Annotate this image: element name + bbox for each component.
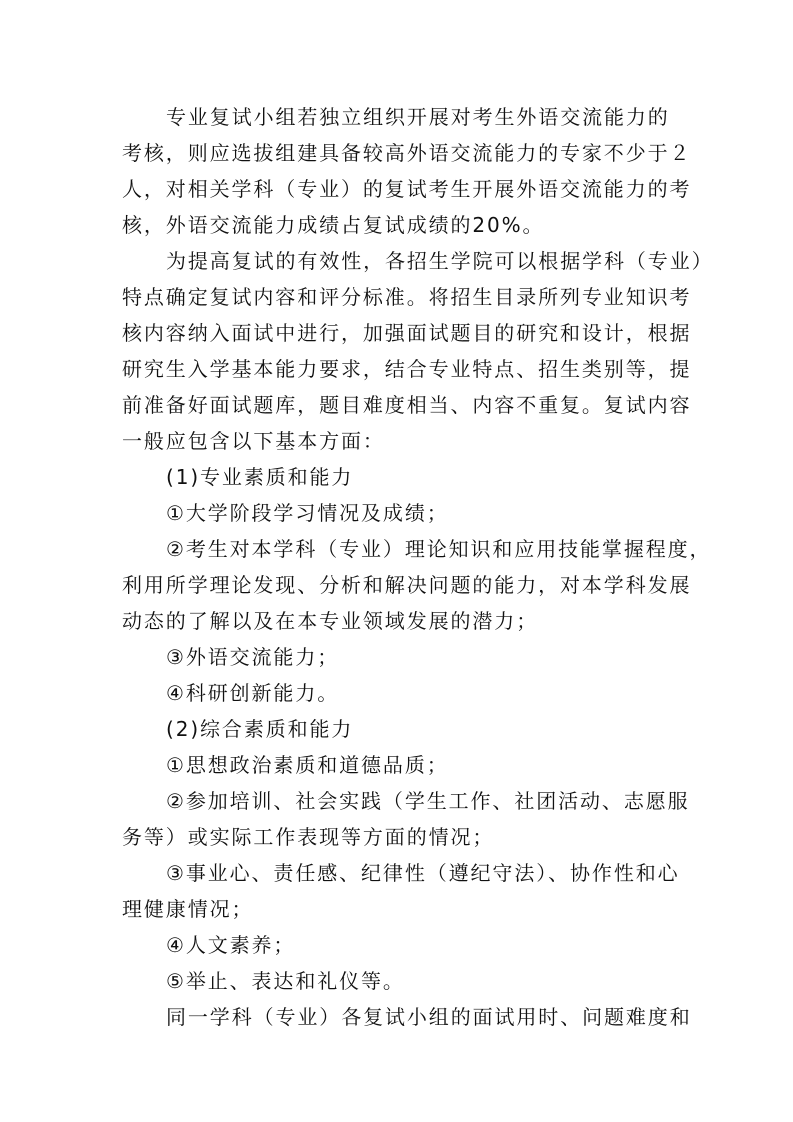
list-item: ①大学阶段学习情况及成绩； [166, 501, 449, 525]
list-item: ①思想政治素质和道德品质； [166, 753, 449, 777]
text-line: 前准备好面试题库，题目难度相当、内容不重复。复试内容 [122, 393, 692, 417]
list-item: ②考生对本学科（专业）理论知识和应用技能掌握程度， [166, 537, 712, 561]
text-line: 特点确定复试内容和评分标准。将招生目录所列专业知识考 [122, 285, 692, 309]
text-line: 利用所学理论发现、分析和解决问题的能力，对本学科发展 [122, 573, 692, 597]
list-item: ②参加培训、社会实践（学生工作、社团活动、志愿服 [166, 789, 690, 813]
text-line: 考核，则应选拔组建具备较高外语交流能力的专家不少于２ [122, 141, 692, 165]
text-line: 核，外语交流能力成绩占复试成绩的20%。 [122, 213, 545, 237]
text-line: 务等）或实际工作表现等方面的情况； [122, 825, 495, 849]
text-line: 人，对相关学科（专业）的复试考生开展外语交流能力的考 [122, 177, 692, 201]
section-heading: (1)专业素质和能力 [166, 465, 354, 489]
text-line: 核内容纳入面试中进行，加强面试题目的研究和设计，根据 [122, 321, 692, 345]
text-line: 一般应包含以下基本方面： [122, 429, 385, 453]
list-item: ③外语交流能力； [166, 645, 340, 669]
text-line: 专业复试小组若独立组织开展对考生外语交流能力的 [166, 105, 670, 129]
text-line: 研究生入学基本能力要求，结合专业特点、招生类别等，提 [122, 357, 692, 381]
text-line: 理健康情况； [122, 897, 254, 921]
list-item: ④科研创新能力。 [166, 681, 340, 705]
text-line: 为提高复试的有效性，各招生学院可以根据学科（专业） [166, 249, 714, 273]
list-item: ⑤举止、表达和礼仪等。 [166, 969, 405, 993]
text-line: 动态的了解以及在本专业领域发展的潜力； [122, 609, 539, 633]
section-heading: (2)综合素质和能力 [166, 717, 354, 741]
list-item: ③事业心、责任感、纪律性（遵纪守法）、协作性和心 [166, 861, 680, 885]
text-line: 同一学科（专业）各复试小组的面试用时、问题难度和 [166, 1005, 692, 1029]
list-item: ④人文素养； [166, 933, 296, 957]
